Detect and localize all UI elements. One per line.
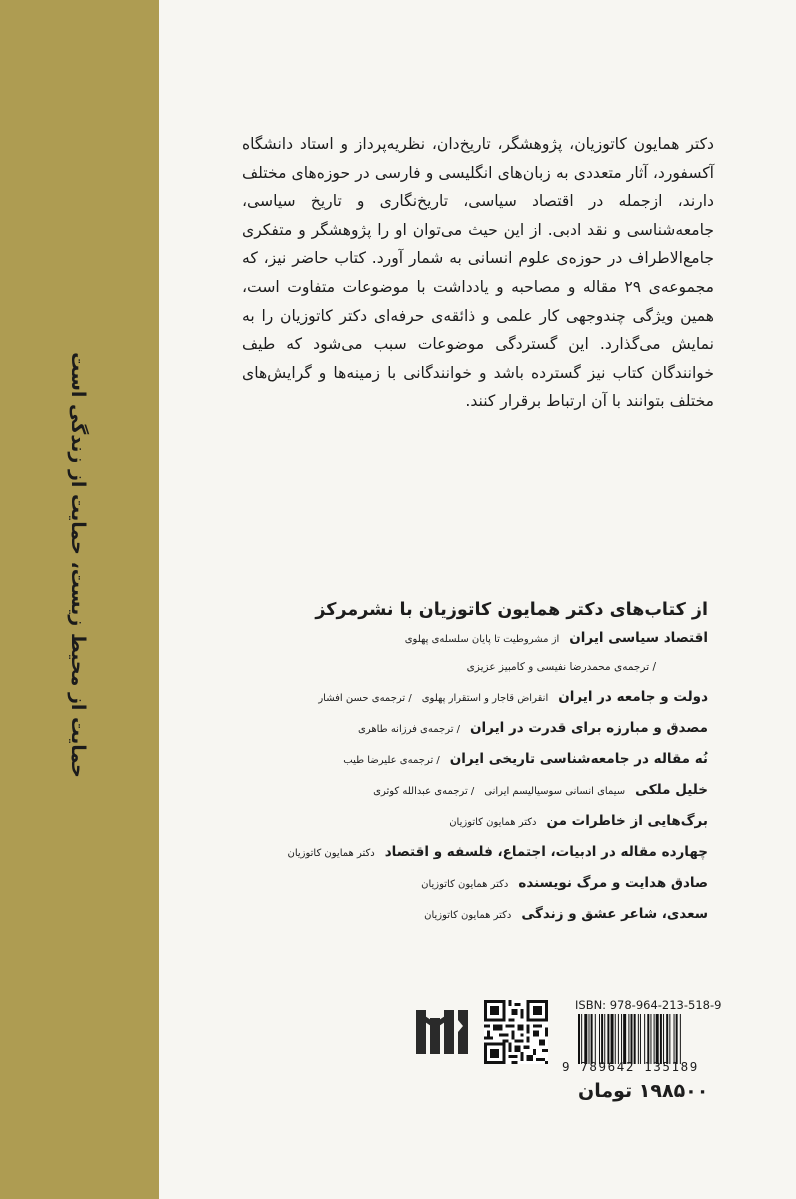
book-title: برگ‌هایی از خاطرات من: [546, 813, 708, 829]
book-subtitle: سیمای انسانی سوسیالیسم ایرانی: [484, 786, 626, 797]
book-item-5: [250, 782, 708, 813]
book-item-2: [250, 689, 708, 720]
book-title: مصدق و مبارزه برای قدرت در ایران: [470, 720, 708, 736]
book-title: چهارده مقاله در ادبیات، اجتماع، فلسفه و اقتصاد: [384, 844, 708, 860]
book-item-7: [250, 844, 708, 875]
book-translator: / ترجمه‌ی علیرضا طیب: [343, 755, 440, 766]
qr-code-icon: [484, 998, 548, 1066]
book-translator: / ترجمه‌ی فرزانه طاهری: [358, 724, 461, 735]
book-translator: / ترجمه‌ی عبدالله کوثری: [373, 786, 475, 797]
book-author: دکتر همایون کاتوزیان: [424, 910, 512, 921]
book-item-1: [250, 630, 708, 661]
book-item-3: [250, 720, 708, 751]
isbn-label: ISBN: 978-964-213-518-9: [575, 998, 722, 1012]
book-spine: [0, 0, 159, 1199]
book-title: نُه مقاله در جامعه‌شناسی تاریخی ایران: [449, 751, 708, 767]
book-title: دولت و جامعه در ایران: [558, 689, 708, 705]
book-translator: / ترجمه‌ی حسن افشار: [318, 693, 412, 704]
book-item-8: [250, 875, 708, 906]
barcode-digits: 9 789642 135189: [562, 1059, 699, 1074]
publisher-logo-icon: [412, 1004, 472, 1060]
barcode-icon: [578, 1014, 716, 1064]
book-subtitle: از مشروطیت تا پایان سلسله‌ی پهلوی: [404, 634, 560, 645]
book-author: دکتر همایون کاتوزیان: [287, 848, 375, 859]
book-item-1-translator: [250, 661, 708, 689]
book-item-9: [250, 906, 708, 937]
book-title: سعدی، شاعر عشق و زندگی: [521, 906, 708, 922]
blurb-paragraph: دکتر همایون کاتوزیان، پژوهشگر، تاریخ‌دان، نظریه‌پرداز و استاد دانشگاه آکسفورد، آثار متعددی به زبان‌های انگلیسی و فارسی در حوزه‌های مختلف دارند، ازجمله در اقتصاد سیاسی، تاریخ‌نگاری و تاریخ سیاسی، جامعه‌شناسی و نقد ادبی. از این حیث می‌توان او را پژوهشگر و متفکری جامع‌الاطراف در حوزه‌ی علوم انسانی به شمار آورد. کتاب حاضر نیز، که مجموعه‌ی ۲۹ مقاله و مصاحبه و یادداشت با موضوعات متفاوت است، همین ویژگی چندوجهی کار علمی و ذائقه‌ی حرفه‌ای دکتر کاتوزیان را به نمایش می‌گذارد. این گستردگی موضوعات سبب می‌شود که طیف خوانندگان کتاب نیز گسترده باشد و خوانندگانی با زمینه‌ها و گرایش‌های مختلف بتوانند با آن ارتباط برقرار کنند.: [242, 135, 714, 411]
book-subtitle: انقراض قاجار و استقرار پهلوی: [421, 693, 549, 704]
book-title: اقتصاد سیاسی ایران: [569, 630, 708, 646]
book-item-6: [250, 813, 708, 844]
book-list-heading: از کتاب‌های دکتر همایون کاتوزیان با نشرمرکز: [315, 600, 708, 620]
back-cover-blurb: [242, 130, 714, 416]
book-author: دکتر همایون کاتوزیان: [421, 879, 509, 890]
book-title: خلیل ملکی: [635, 782, 708, 798]
book-title: صادق هدایت و مرگ نویسنده: [518, 875, 708, 891]
book-item-4: [250, 751, 708, 782]
price-label: ۱۹۸۵۰۰ تومان: [578, 1080, 709, 1102]
book-author: دکتر همایون کاتوزیان: [449, 817, 537, 828]
spine-slogan: حمایت از محیط زیست، حمایت از زندگی است: [67, 352, 89, 778]
publisher-book-list: [250, 600, 708, 937]
book-translator: / ترجمه‌ی محمدرضا نفیسی و کامبیز عزیزی: [466, 661, 656, 673]
